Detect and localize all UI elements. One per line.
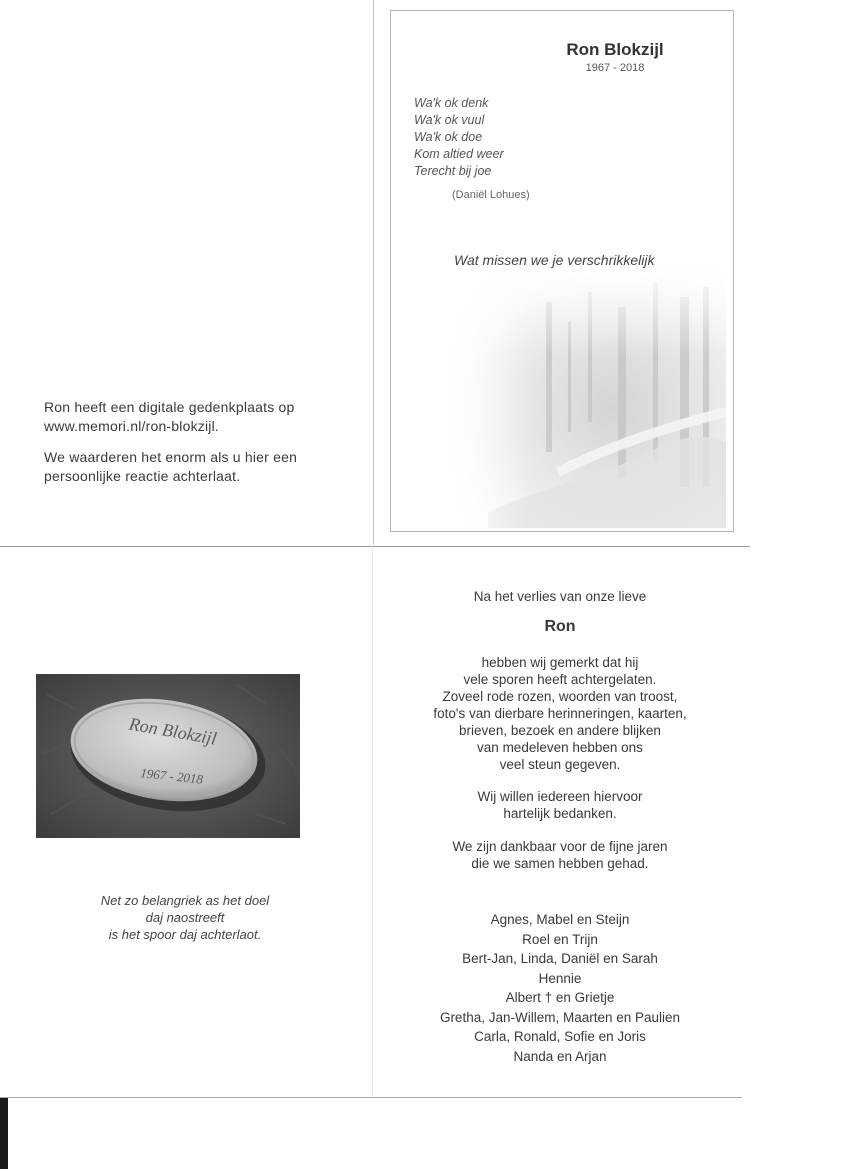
quote-line: is het spoor daj achterlaot. (108, 927, 262, 942)
paragraph-line: hartelijk bedanken. (503, 806, 617, 821)
paragraph-line: foto's van dierbare herinneringen, kaarten, (433, 706, 687, 721)
paragraph-line: brieven, bezoek en andere blijken (459, 723, 661, 738)
miss-line: Wat missen we je verschrikkelijk (454, 252, 655, 268)
paragraph-line: vele sporen heeft achtergelaten. (463, 672, 657, 687)
wooden-disc-photo (36, 674, 300, 838)
poem (414, 95, 504, 180)
memori-line-1: Ron heeft een digitale gedenkplaats op (44, 399, 295, 415)
intro-line: Na het verlies van onze lieve (473, 589, 647, 604)
appreciate-notice (44, 448, 344, 486)
family-line: Agnes, Mabel en Steijn (490, 912, 630, 927)
deceased-name: Ron Blokzijl (566, 40, 664, 59)
family-line: Carla, Ronald, Sofie en Joris (474, 1029, 646, 1044)
family-line: Gretha, Jan-Willem, Maarten en Paulien (439, 1009, 681, 1025)
memori-link[interactable]: www.memori.nl/ron-blokzijl. (44, 418, 219, 434)
poem-line: Wa'k ok doe (414, 130, 483, 144)
poem-line: Wa'k ok vuul (414, 113, 485, 127)
poem-author: (Daniël Lohues) (452, 189, 530, 201)
paragraph-line: Wij willen iedereen hiervoor (477, 789, 643, 804)
disc-inscription-years: 1967 - 2018 (139, 765, 204, 787)
fold-line-bottom (372, 548, 373, 1096)
bottom-edge (0, 1097, 742, 1098)
paragraph-line: veel steun gegeven. (499, 757, 621, 772)
family-line: Bert-Jan, Linda, Daniël en Sarah (462, 951, 658, 966)
inside-name: Ron (544, 618, 576, 635)
family-line: Albert † en Grietje (505, 990, 615, 1005)
misty-forest-image (448, 262, 726, 528)
scan-edge-bar (0, 1098, 8, 1169)
disc-inscription-name: Ron Blokzijl (127, 713, 219, 749)
paragraph-line: Zoveel rode rozen, woorden van troost, (442, 689, 678, 704)
family-line: Nanda en Arjan (513, 1048, 607, 1064)
quote (60, 892, 310, 943)
quote-line: Net zo belangriek as het doel (100, 893, 270, 908)
thanks-paragraph-1 (390, 654, 730, 773)
family-line: Roel en Trijn (522, 931, 598, 947)
thanks-paragraph-3 (390, 838, 730, 872)
memori-notice (44, 398, 344, 436)
poem-line: Terecht bij joe (414, 164, 492, 178)
quote-line: daj naostreeft (145, 910, 225, 925)
poem-line: Kom altied weer (414, 147, 504, 161)
family-signatures (390, 910, 730, 1066)
thanks-paragraph-2 (390, 788, 730, 822)
paragraph-line: die we samen hebben gehad. (471, 856, 649, 871)
page-divider (0, 546, 750, 547)
paragraph-line: hebben wij gemerkt dat hij (481, 655, 639, 670)
fold-line-top (373, 0, 374, 545)
appreciate-line-1: We waarderen het enorm als u hier een (44, 449, 298, 465)
family-line: Hennie (538, 970, 582, 986)
appreciate-line-2: persoonlijke reactie achterlaat. (44, 468, 241, 484)
paragraph-line: We zijn dankbaar voor de fijne jaren (452, 839, 668, 854)
paragraph-line: van medeleven hebben ons (477, 740, 643, 755)
life-years: 1967 - 2018 (585, 62, 645, 74)
poem-line: Wa'k ok denk (414, 96, 489, 110)
